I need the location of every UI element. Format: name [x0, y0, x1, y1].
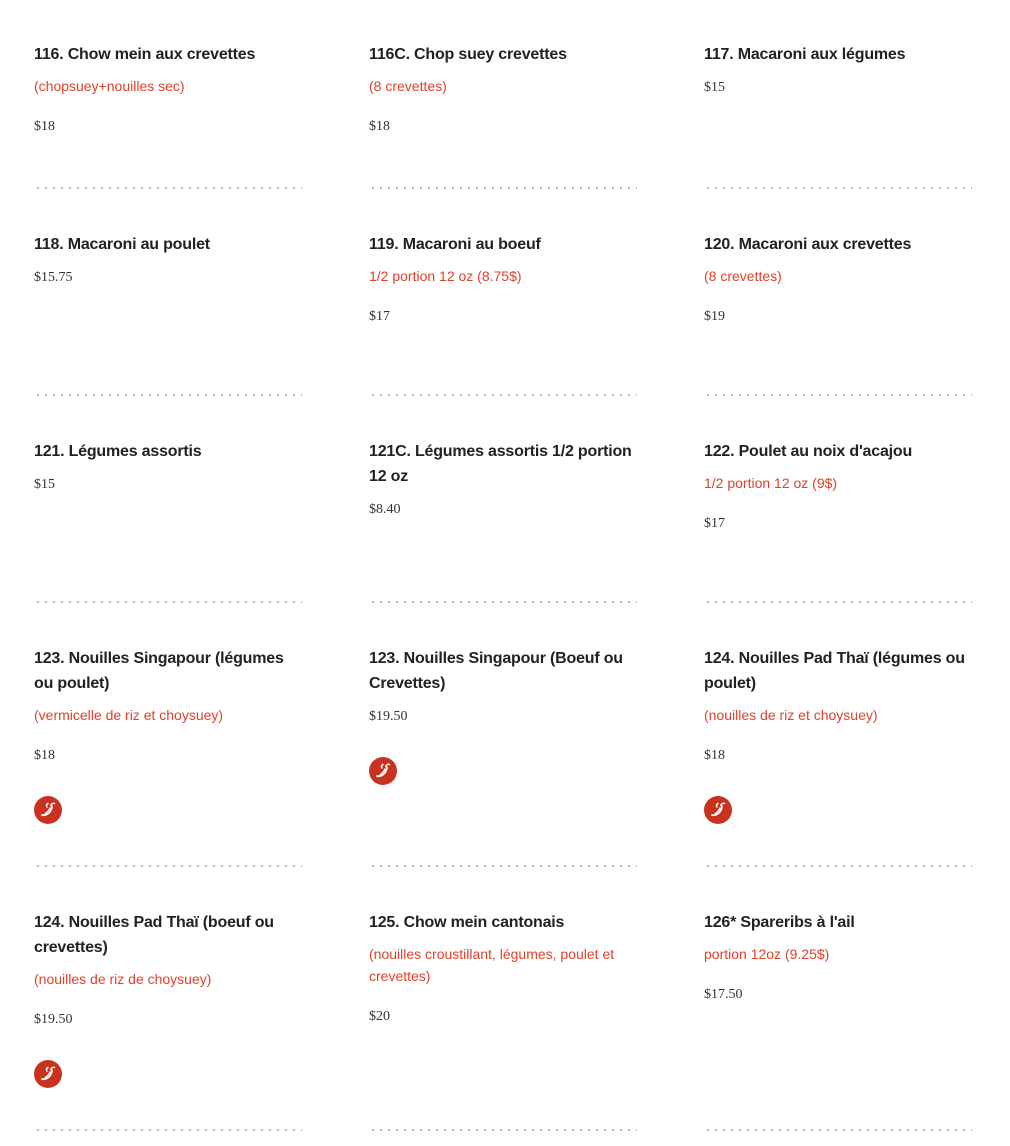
menu-item-description: (8 crevettes): [369, 78, 447, 94]
menu-item-description: (vermicelle de riz et choysuey): [34, 707, 224, 723]
menu-item-description: portion 12oz (9.25$): [704, 946, 830, 962]
menu-item-divider: [704, 1128, 972, 1132]
menu-item-name: 124. Nouilles Pad Thaï (légumes ou poulet): [704, 650, 965, 692]
chili-pepper-icon: [34, 796, 62, 824]
menu-item[interactable]: [704, 0, 972, 190]
menu-item[interactable]: [369, 190, 637, 397]
menu-item-name: 116. Chow mein aux crevettes: [34, 46, 256, 63]
menu-item-name: 121. Légumes assortis: [34, 443, 202, 460]
menu-item-description: 1/2 portion 12 oz (9$): [704, 475, 838, 491]
menu-item-description: (nouilles de riz de choysuey): [34, 971, 212, 987]
chili-pepper-svg: [38, 800, 58, 820]
menu-item-price: $19.50: [34, 1012, 73, 1027]
menu-item[interactable]: [34, 190, 302, 397]
chili-pepper-icon: [369, 757, 397, 785]
chili-pepper-icon: [34, 1060, 62, 1088]
menu-item-price: $19: [704, 309, 725, 324]
menu-item-price: $17.50: [704, 987, 743, 1002]
menu-item-name: 122. Poulet au noix d'acajou: [704, 443, 913, 460]
menu-items-grid: [34, 0, 974, 1132]
menu-item[interactable]: [34, 868, 302, 1132]
menu-item-divider: [34, 1128, 302, 1132]
menu-item[interactable]: [704, 868, 972, 1132]
menu-item-price: $15: [34, 477, 55, 492]
menu-item-price: $18: [704, 748, 725, 763]
menu-item-name: 123. Nouilles Singapour (Boeuf ou Crevettes): [369, 650, 623, 692]
menu-item[interactable]: [369, 0, 637, 190]
menu-item-price: $18: [34, 748, 55, 763]
menu-item-price: $18: [34, 119, 55, 134]
menu-item-description: 1/2 portion 12 oz (8.75$): [369, 268, 522, 284]
menu-item[interactable]: [34, 397, 302, 604]
menu-item-name: 126* Spareribs à l'ail: [704, 914, 855, 931]
menu-item[interactable]: [704, 190, 972, 397]
menu-item-name: 118. Macaroni au poulet: [34, 236, 210, 253]
chili-pepper-icon: [704, 796, 732, 824]
menu-item-price: $15: [704, 80, 725, 95]
menu-item-price: $15.75: [34, 270, 73, 285]
chili-pepper-svg: [38, 1064, 58, 1084]
menu-item-divider: [369, 1128, 637, 1132]
menu-item-price: $19.50: [369, 709, 408, 724]
menu-item-description: (chopsuey+nouilles sec): [34, 78, 185, 94]
menu-item-name: 125. Chow mein cantonais: [369, 914, 565, 931]
menu-item-name: 123. Nouilles Singapour (légumes ou poulet): [34, 650, 284, 692]
menu-item-price: $18: [369, 119, 390, 134]
menu-item[interactable]: [704, 397, 972, 604]
menu-item[interactable]: [369, 604, 637, 868]
menu-item-name: 116C. Chop suey crevettes: [369, 46, 567, 63]
menu-item[interactable]: [369, 397, 637, 604]
menu-item-description: (nouilles de riz et choysuey): [704, 707, 878, 723]
menu-item-price: $8.40: [369, 502, 401, 517]
menu-item-description: (nouilles croustillant, légumes, poulet et crevettes): [369, 946, 615, 984]
menu-item-price: $20: [369, 1009, 390, 1024]
menu-item[interactable]: [34, 604, 302, 868]
menu-item[interactable]: [369, 868, 637, 1132]
menu-item-name: 121C. Légumes assortis 1/2 portion 12 oz: [369, 443, 632, 485]
menu-item-description: (8 crevettes): [704, 268, 782, 284]
menu-item-name: 124. Nouilles Pad Thaï (boeuf ou crevettes): [34, 914, 274, 956]
menu-item[interactable]: [34, 0, 302, 190]
menu-item-name: 117. Macaroni aux légumes: [704, 46, 906, 63]
menu-item-name: 119. Macaroni au boeuf: [369, 236, 541, 253]
menu-item-name: 120. Macaroni aux crevettes: [704, 236, 912, 253]
chili-pepper-svg: [708, 800, 728, 820]
menu-item-price: $17: [369, 309, 390, 324]
menu-item-price: $17: [704, 516, 725, 531]
menu-item[interactable]: [704, 604, 972, 868]
chili-pepper-svg: [373, 761, 393, 781]
